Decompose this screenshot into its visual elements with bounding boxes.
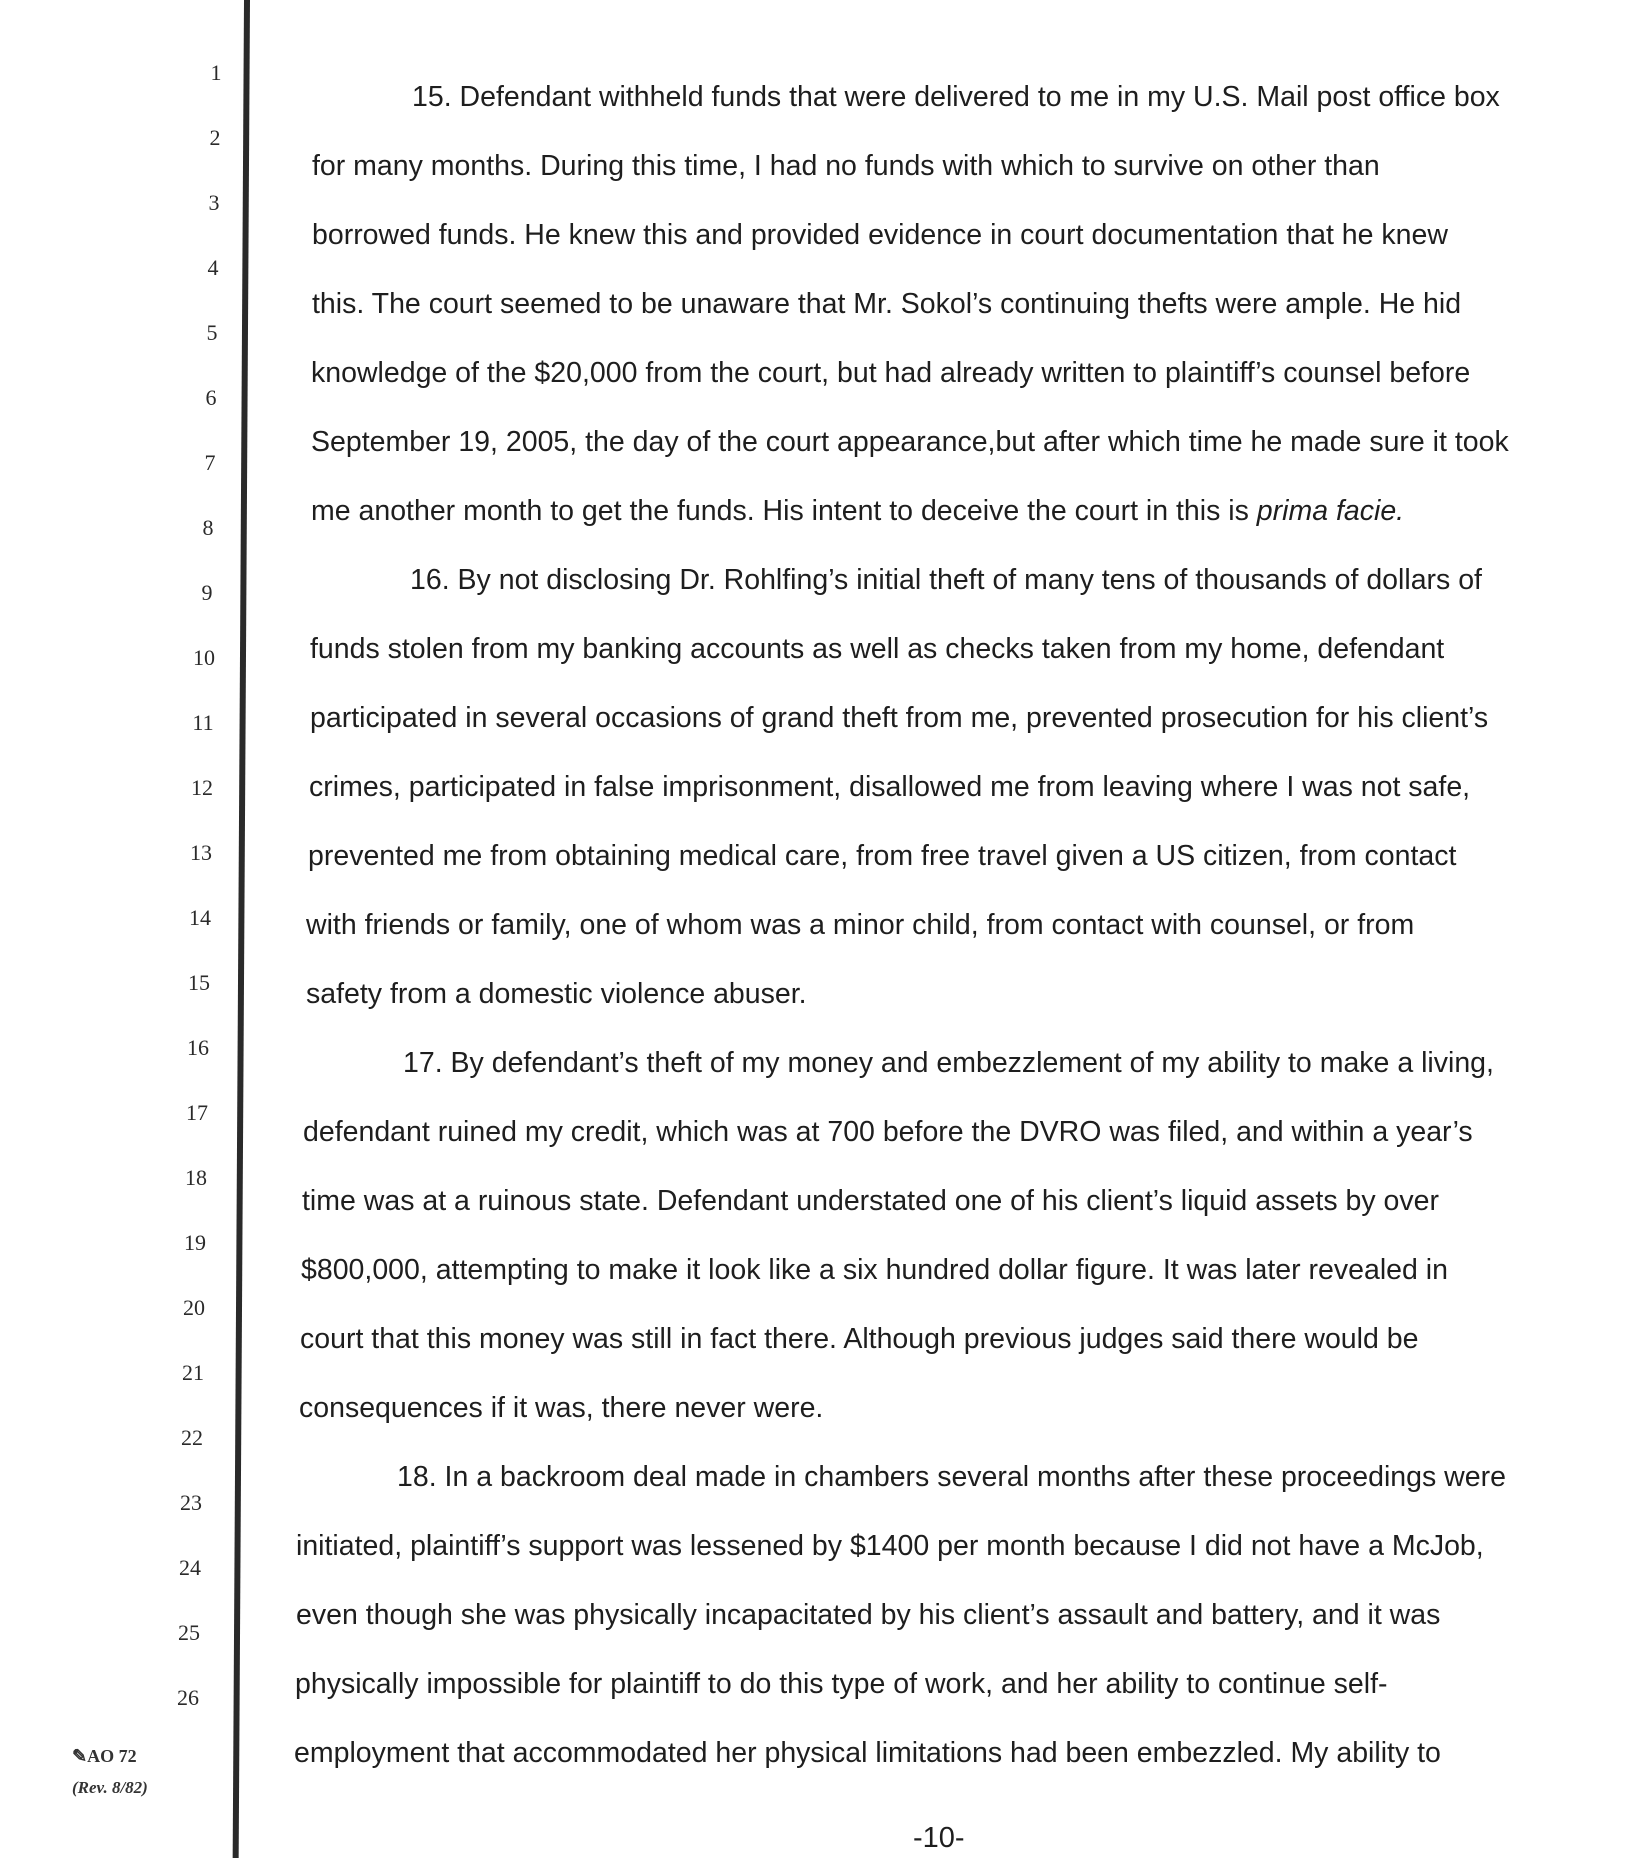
line-number: 20 <box>183 1295 205 1320</box>
line-number: 2 <box>209 125 221 150</box>
line-number: 8 <box>202 515 214 540</box>
left-margin-rule <box>233 0 250 1858</box>
line-number: 12 <box>191 775 213 800</box>
form-number: ✎AO 72 <box>72 1746 137 1766</box>
page-number: -10- <box>913 1822 965 1854</box>
italic-phrase: prima facie. <box>1256 495 1405 527</box>
text-line: 18. In a backroom deal made in chambers several months after these proceedings were <box>397 1461 1506 1493</box>
text-line: 16. By not disclosing Dr. Rohlfing’s initial theft of many tens of thousands of dollars of <box>410 564 1482 596</box>
text-line: funds stolen from my banking accounts as well as checks taken from my home, defendant <box>310 633 1445 665</box>
line-number: 18 <box>185 1165 207 1190</box>
line-number: 25 <box>178 1620 200 1645</box>
line-number: 4 <box>207 255 219 280</box>
line-number: 13 <box>190 840 212 865</box>
form-revision: (Rev. 8/82) <box>72 1778 148 1797</box>
line-number: 23 <box>180 1490 202 1515</box>
text-line: court that this money was still in fact there. Although previous judges said there would be <box>300 1323 1419 1355</box>
text-line: safety from a domestic violence abuser. <box>306 978 807 1010</box>
text-line: September 19, 2005, the day of the court appearance,but after which time he made sure it took <box>311 426 1509 458</box>
line-number: 21 <box>182 1360 204 1385</box>
text-line: with friends or family, one of whom was a minor child, from contact with counsel, or from <box>306 909 1415 941</box>
line-number: 10 <box>193 645 215 670</box>
text-line-main: me another month to get the funds. His intent to deceive the court in this is <box>311 495 1257 527</box>
text-line: prevented me from obtaining medical care, from free travel given a US citizen, from contact <box>308 840 1457 872</box>
text-line: knowledge of the $20,000 from the court, but had already written to plaintiff’s counsel before <box>311 357 1471 389</box>
line-number: 7 <box>204 450 216 475</box>
line-number: 24 <box>179 1555 201 1580</box>
text-line: defendant ruined my credit, which was at 700 before the DVRO was filed, and within a year’s <box>303 1116 1473 1148</box>
line-number: 5 <box>206 320 218 345</box>
line-number: 15 <box>188 970 210 995</box>
line-number: 16 <box>187 1035 209 1060</box>
line-number: 1 <box>210 60 222 85</box>
line-number: 17 <box>186 1100 208 1125</box>
text-line: consequences if it was, there never were. <box>299 1392 824 1424</box>
text-line: this. The court seemed to be unaware that Mr. Sokol’s continuing thefts were ample. He hid <box>312 288 1462 320</box>
text-line: for many months. During this time, I had no funds with which to survive on other than <box>312 150 1380 182</box>
text-line: crimes, participated in false imprisonment, disallowed me from leaving where I was not safe, <box>309 771 1471 803</box>
text-line <box>311 494 1404 528</box>
text-line: $800,000, attempting to make it look like a six hundred dollar figure. It was later revealed in <box>301 1254 1448 1286</box>
text-line: participated in several occasions of grand theft from me, prevented prosecution for his client’s <box>310 702 1489 734</box>
text-line: even though she was physically incapacitated by his client’s assault and battery, and it was <box>296 1599 1441 1631</box>
line-number: 14 <box>189 905 211 930</box>
line-number: 19 <box>184 1230 206 1255</box>
line-number: 3 <box>208 190 220 215</box>
line-number: 26 <box>177 1685 199 1710</box>
line-number: 6 <box>205 385 217 410</box>
text-line: time was at a ruinous state. Defendant understated one of his client’s liquid assets by over <box>302 1185 1439 1217</box>
text-line: physically impossible for plaintiff to do this type of work, and her ability to continue self- <box>295 1668 1388 1700</box>
text-line: 15. Defendant withheld funds that were delivered to me in my U.S. Mail post office box <box>412 81 1500 113</box>
line-number: 11 <box>192 710 214 735</box>
text-line: 17. By defendant’s theft of my money and embezzlement of my ability to make a living, <box>403 1047 1494 1079</box>
line-number: 22 <box>181 1425 203 1450</box>
line-number: 9 <box>201 580 213 605</box>
text-line: initiated, plaintiff’s support was lessened by $1400 per month because I did not have a McJob, <box>296 1530 1484 1562</box>
text-line: borrowed funds. He knew this and provided evidence in court documentation that he knew <box>312 219 1448 251</box>
text-line: employment that accommodated her physical limitations had been embezzled. My ability to <box>294 1737 1441 1769</box>
